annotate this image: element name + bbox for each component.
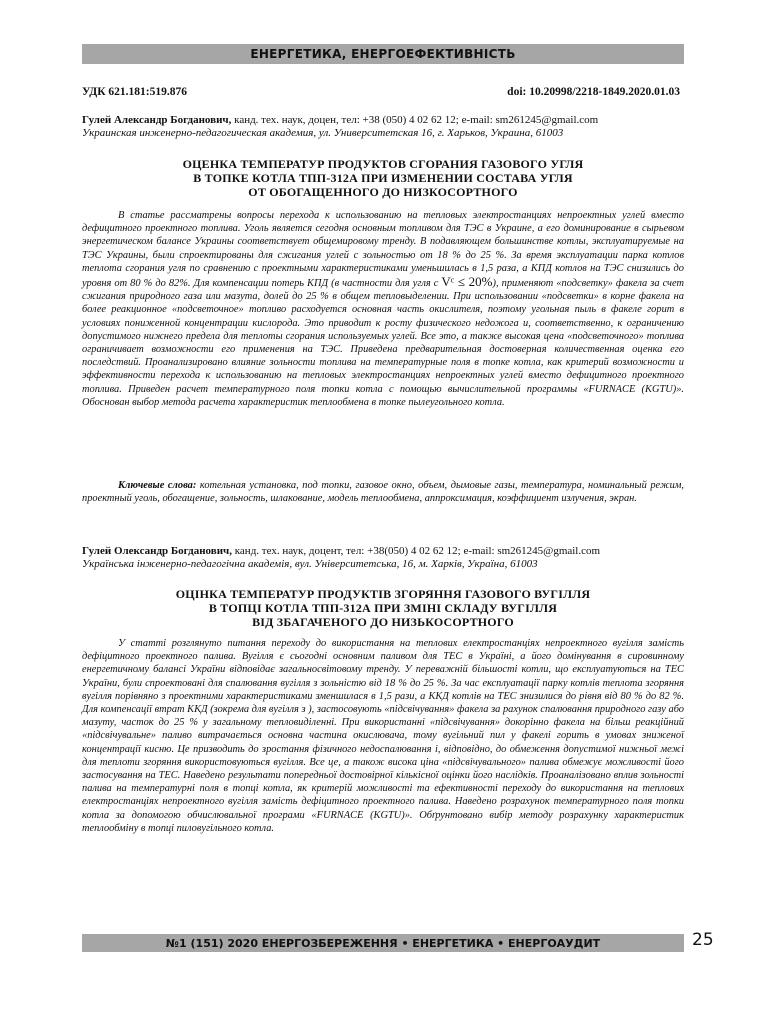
abstract-ua: У статті розглянуто питання переходу до використання на теплових електростанціях непроектного вугілля замість дефіцитного проектного палива. Вугілля є сьогодні основним паливом для ТЕС в Україні, а його домінування в сировинному енергетичному балансі України відповідає загальносвітовому тренду. У переважній більшості котли, що експлуатуються на ТЕС України, були спроектовані для спалювання вугілля з зольністю від 18 % до 25 %. За час експлуатації парку котлів теплота згоряння вугілля порівняно з проектними характеристиками зменшилася в 1,5 рази, а ККД котлів на ТЕС знизилися до рівня від 80 % до 82 %. Для компенсації втрат ККД (зокрема для вугілля з ), застосовують «підсвічування» факела за рахунок спалювання природного газу або мазуту, часток до 25 % у загальному тепловиділенні. При використанні «підсвічування» докорінно факела на більш реакційний «підсвічувальне» паливо витрачається основна частина окислювача, тому вугільний пил у факелі горить в умовах зниженої концентрації кисню. Це призводить до зростання фізичного недоспалювання і, відповідно, до обмеження допустимої нижньої межі для теплоти згоряння використовуються вугілля. Все це, а також висока ціна «підсвічувального» палива обмежує можливості його застосування на ТЕС. Наведено результати попередньої достовірної кількісної оцінки його наслідків. Проаналізовано вплив зольності палива на температурні поля в топці котла, як критерій можливості та ефективності переходу до використання на теплових електростанціях непроектного вугілля замість дефіцитного проектного палива. Наведено розрахунок температурного поля топки котла за допомогою обчислювальної програми «FURNACE (KGTU)». Обґрунтовано вибір методу розрахунку характеристик теплообміну в топці пиловугільного котла. xyxy=(82,638,684,834)
author-details-ru: канд. тех. наук, доцен, тел: +38 (050) 4 02 62 12; e-mail: sm261245@gmail.com xyxy=(231,114,599,126)
keywords-text: котельная установка, под топки, газовое окно, объем, дымовые газы, температура, номинальный режим, проектный уголь, обогащение, зольность, шлакование, модель теплообмена, аппроксимация, коэффициент излучения, экран. xyxy=(82,480,684,505)
title-line: ОЦІНКА ТЕМПЕРАТУР ПРОДУКТІВ ЗГОРЯННЯ ГАЗОВОГО ВУГІЛЛЯ xyxy=(175,587,591,601)
author-line-ru xyxy=(82,114,684,127)
author-details-ua: канд. тех. наук, доцент, тел: +38(050) 4 02 62 12; e-mail: sm261245@gmail.com xyxy=(232,545,601,557)
page-number: 25 xyxy=(692,930,714,950)
author-name-ru: Гулей Александр Богданович, xyxy=(82,114,232,126)
abstract-text-ru-part1: В статье рассматрены вопросы перехода к использованию на тепловых электростанциях непроектных углей вместо дефицитного проектного топлива. Уголь является сегодня основным топливом для ТЭС в Украине, а его доминирование в сырьевом энергетическом балансе Украины соответствует общемировому тренду. В подавляющем большинстве котлы, эксплуатируемые на ТЭС Украины, были спроектированы для сжигания углей с зольностью от 18 % до 25 %. За время эксплуатации парка котлов теплота сгорания угля по сравнению с проектными характеристиками уменьшилась в 1,5 раза, а КПД котлов на ТЭС снизились до уровня от 80 % до 82%. Для компенсации потерь КПД (в частности для угля с xyxy=(82,210,684,290)
keywords-ru xyxy=(82,479,684,505)
title-line: ОЦЕНКА ТЕМПЕРАТУР ПРОДУКТОВ СГОРАНИЯ ГАЗОВОГО УГЛЯ xyxy=(182,157,584,171)
journal-section-title: ЕНЕРГЕТИКА, ЕНЕРГОЕФЕКТИВНІСТЬ xyxy=(250,47,516,61)
title-line: ВІД ЗБАГАЧЕНОГО ДО НИЗЬКОСОРТНОГО xyxy=(252,615,514,629)
affiliation-ua: Українська інженерно-педагогічна академія, вул. Університетська, 16, м. Харків, Україна, 61003 xyxy=(82,558,538,570)
doi: doi: 10.20998/2218-1849.2020.01.03 xyxy=(507,86,680,98)
abstract-text-ru-part2: ), применяют «подсветку» факела за счет сжигания природного газа или мазута, долей до 25 % в общем тепловыделении. При использовании «подсветки» в корне факела на более реакционное «подсветочное» топливо расходуется основная часть окислителя, поэтому угольная пыль в факеле горит в условиях пониженной концентрации кислорода. Это приводит к росту физического недожога и, соответственно, к ограничению допустимого нижнего предела для теплоты сгорания используемых углей. Все это, а также высокая цена «подсветочного» топлива ограничивает возможности его применения на ТЭС. Приведена предварительная достоверная количественная оценка его последствий. Проанализировано влияние зольности топлива на температурные поля в топке котла, как критерий возможности и эффективности перехода к использованию на тепловых электростанциях непроектных углей вместо дефицитного проектного топлива. Приведен расчет температурного поля топки котла с помощью вычислительной программы «FURNACE (KGTU)». Обоснован выбор метода расчета характеристик теплообмена в топке пылеугольного котла. xyxy=(82,278,684,408)
keywords-label: Ключевые слова: xyxy=(118,480,197,491)
title-line: В ТОПКЕ КОТЛА ТПП-312А ПРИ ИЗМЕНЕНИИ СОСТАВА УГЛЯ xyxy=(193,171,573,185)
title-line: ОТ ОБОГАЩЕННОГО ДО НИЗКОСОРТНОГО xyxy=(248,185,518,199)
author-name-ua: Гулей Олександр Богданович, xyxy=(82,545,232,557)
ash-content-formula: Vᶜ ≤ 20% xyxy=(441,274,493,290)
author-line-ua xyxy=(82,545,684,558)
article-title-ru xyxy=(82,157,684,199)
author-block-ua xyxy=(82,545,684,571)
footer-bar xyxy=(82,934,684,952)
journal-issue-footer: №1 (151) 2020 ЕНЕРГОЗБЕРЕЖЕННЯ • ЕНЕРГЕТИКА • ЕНЕРГОАУДИТ xyxy=(165,936,601,950)
udk-code: УДК 621.181:519.876 xyxy=(82,86,187,98)
article-meta xyxy=(82,86,680,98)
author-block-ru xyxy=(82,114,684,140)
title-line: В ТОПЦІ КОТЛА ТПП-312А ПРИ ЗМІНІ СКЛАДУ ВУГІЛЛЯ xyxy=(208,601,558,615)
article-title-ua xyxy=(82,587,684,629)
journal-section-header xyxy=(82,44,684,64)
abstract-ru xyxy=(82,209,684,409)
affiliation-ru: Украинская инженерно-педагогическая академия, ул. Университетская 16, г. Харьков, Украина, 61003 xyxy=(82,127,564,139)
